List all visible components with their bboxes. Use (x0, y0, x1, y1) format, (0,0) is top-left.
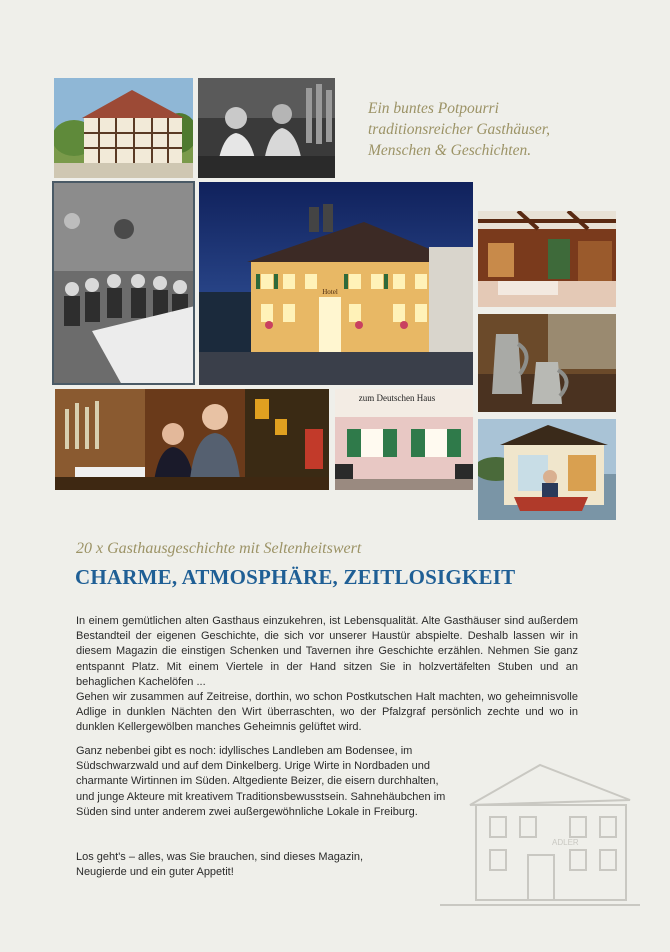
photo-couple-bar-color (55, 389, 329, 490)
paragraph-text: In einem gemütlichen alten Gasthaus einzukehren, ist Lebensqualität. Alte Gasthäuser sind außerdem Bestandteil der eigenen Geschichte, die sich vor unserer Haustür abspielte. Deshalb lassen wir in diesem Magazin die einstigen Schenken und Tavernen ihre Geschichte erzählen. Nehmen Sie ganz entspannt Platz. Mit einem Viertele in der Hand sitzen Sie in holzvertäfelten Stuben und an behaglichen Kachelöfen ... (76, 615, 578, 688)
article-headline: CHARME, ATMOSPHÄRE, ZEITLOSIGKEIT (75, 565, 516, 589)
tagline-line: Ein buntes Potpourri (368, 100, 499, 117)
article-paragraph-2 (76, 744, 451, 820)
hotel-sign: Hotel (322, 288, 338, 296)
photo-wood-room (478, 211, 616, 307)
paragraph-text: Los geht's – alles, was Sie brauchen, sind dieses Magazin, Neugierde und ein guter Appetit! (76, 851, 364, 879)
article-paragraph-3 (76, 850, 396, 880)
photo-lake-kiosk (478, 419, 616, 520)
photo-deutsches-haus-facade (335, 389, 473, 490)
deutsches-haus-sign: zum Deutschen Haus (358, 393, 436, 403)
photo-pewter-jugs (478, 314, 616, 412)
sketch-sign: ADLER (552, 838, 579, 847)
tagline-line: Menschen & Geschichten. (368, 142, 532, 159)
paragraph-text: Ganz nebenbei gibt es noch: idyllisches Landleben am Bodensee, im Südschwarzwald und auf dem Dinkelberg. Urige Wirte in Nordbaden und charmante Wirtinnen im Süden. Altgediente Beizer, die eisern durchhalten, und junge Akteure mit kreativem Traditionsbewusstsein. Sahnehäubchen im Süden sind unter anderem zwei außergewöhnliche Lokale in Freiburg. (76, 745, 446, 818)
inn-sketch-illustration (440, 745, 640, 915)
article-paragraph-1 (76, 614, 578, 736)
photo-bw-couple-bar (198, 78, 335, 178)
tagline-line: traditionsreicher Gasthäuser, (368, 121, 550, 138)
photo-hotel-night (199, 182, 473, 385)
article-subtitle: 20 x Gasthausgeschichte mit Seltenheitswert (76, 540, 362, 557)
photo-painted-house (54, 78, 193, 178)
photo-bw-guests-table (52, 181, 195, 385)
tagline (368, 98, 628, 161)
paragraph-text: Gehen wir zusammen auf Zeitreise, dorthin, wo schon Postkutschen Halt machten, wo geheimnisvolle Adlige in dunklen Nächten den Wirt überraschten, wo der Pfalzgraf persönlich zechte und wo in dunklen Kellergewölben manches Geheimnis gelüftet wird. (76, 691, 578, 734)
